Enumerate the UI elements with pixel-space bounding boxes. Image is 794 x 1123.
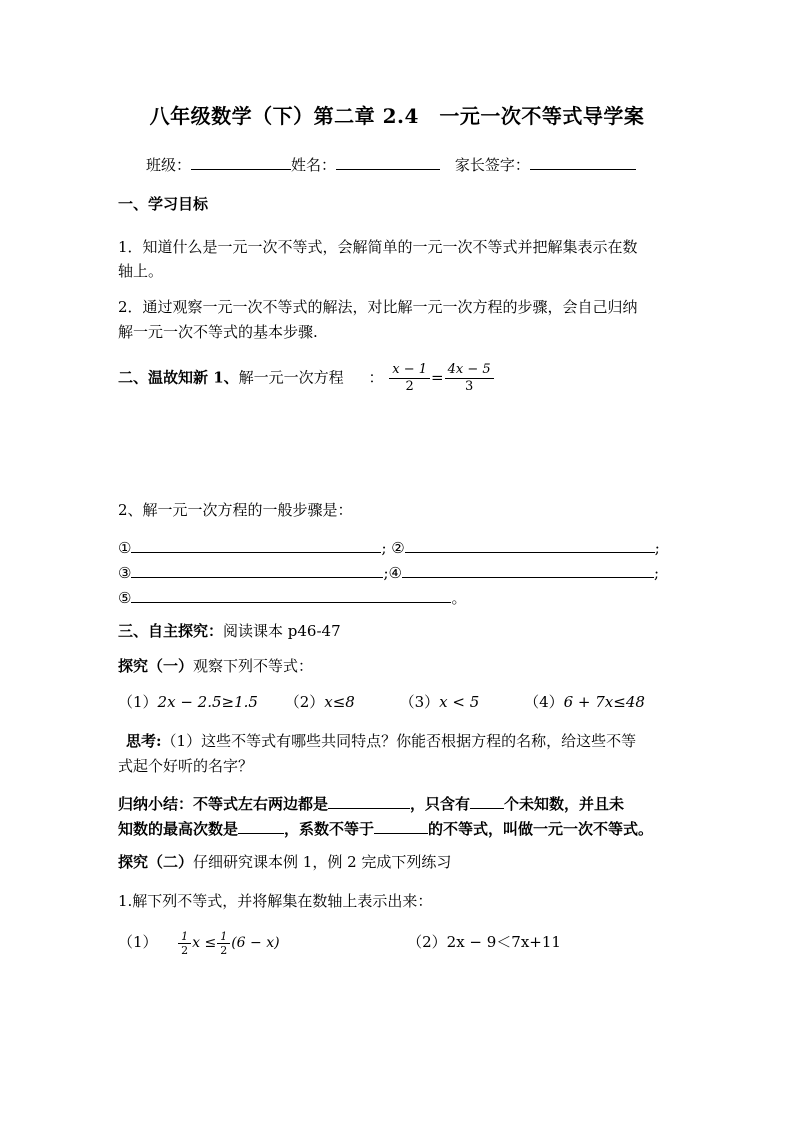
summary-blank-2[interactable] bbox=[470, 792, 504, 809]
colon: ： bbox=[368, 368, 384, 387]
fraction-denominator: 2 bbox=[220, 943, 228, 957]
exercise-1-number: （1） bbox=[118, 933, 158, 951]
summary-line-2 bbox=[118, 815, 678, 843]
step-3-marker: ③ bbox=[118, 564, 132, 582]
exercise-2-number: （2） bbox=[407, 933, 447, 951]
step-2-marker: ② bbox=[391, 539, 405, 557]
inequality-2: x≤8 bbox=[324, 693, 355, 711]
step-4-marker: ④ bbox=[388, 564, 402, 582]
think-line-1 bbox=[126, 727, 686, 755]
exercise-instructions: 1.解下列不等式，并将解集在数轴上表示出来： bbox=[118, 892, 433, 910]
think-text: （1）这些不等式有哪些共同特点？你能否根据方程的名称，给这些不等 bbox=[161, 732, 637, 750]
exercise-2: 2x − 9＜7x+11 bbox=[446, 933, 561, 951]
equals-sign: = bbox=[431, 368, 444, 387]
inequality-4-number: （4） bbox=[524, 693, 564, 711]
separator: ; bbox=[653, 564, 660, 582]
class-blank[interactable] bbox=[191, 153, 291, 170]
fraction-numerator: 1 bbox=[217, 930, 230, 944]
parent-signature-label: 家长签字： bbox=[454, 156, 530, 174]
summary-blank-3[interactable] bbox=[238, 817, 284, 834]
summary-text: 个未知数，并且未 bbox=[504, 795, 625, 813]
section-heading-explore-row bbox=[118, 617, 678, 645]
summary-blank-4[interactable] bbox=[374, 817, 428, 834]
section-heading-review: 二、温故知新 1、 bbox=[118, 368, 239, 387]
goal-1-line-1: 1．知道什么是一元一次不等式，会解简单的一元一次不等式并把解集表示在数 bbox=[118, 238, 638, 256]
step-4-blank[interactable] bbox=[402, 563, 654, 578]
separator: ; bbox=[383, 564, 389, 582]
section-heading-explore: 三、自主探究： bbox=[118, 622, 224, 640]
parent-signature-blank[interactable] bbox=[530, 153, 636, 170]
equation-right-fraction bbox=[445, 362, 494, 395]
review-task-1 bbox=[118, 362, 678, 395]
review-task-2: 2、解一元一次方程的一般步骤是： bbox=[118, 501, 353, 519]
equation-left-fraction bbox=[389, 362, 430, 395]
review-task-1-text: 解一元一次方程 bbox=[238, 368, 344, 387]
explore-2-label: 探究（二） bbox=[118, 853, 194, 871]
explore-1-row bbox=[118, 652, 678, 680]
fraction-denominator: 3 bbox=[464, 379, 474, 394]
name-label: 姓名： bbox=[291, 156, 337, 174]
goal-1-line-2: 轴上。 bbox=[118, 262, 164, 280]
think-line-2: 式起个好听的名字？ bbox=[118, 757, 254, 775]
summary-text: ，只含有 bbox=[410, 795, 471, 813]
name-blank[interactable] bbox=[336, 153, 440, 170]
think-label: 思考: bbox=[126, 732, 162, 750]
summary-text: 归纳小结：不等式左右两边都是 bbox=[118, 795, 329, 813]
inequality-4: 6 + 7x≤48 bbox=[563, 693, 645, 711]
step-1-blank[interactable] bbox=[131, 538, 381, 553]
fraction-numerator: x − 1 bbox=[389, 362, 430, 379]
step-5-marker: ⑤ bbox=[118, 589, 132, 607]
inequality-2-number: （2） bbox=[284, 693, 325, 711]
goal-2-line-2: 解一元一次不等式的基本步骤. bbox=[118, 323, 318, 341]
steps-row-3 bbox=[118, 586, 678, 610]
exercise-row bbox=[118, 928, 678, 957]
explore-1-text: 观察下列不等式： bbox=[193, 657, 314, 675]
inequalities-row bbox=[118, 688, 678, 716]
exercise-1-middle: x ≤ bbox=[192, 935, 217, 951]
summary-text: 知数的最高次数是 bbox=[118, 820, 239, 838]
inequality-3: x < 5 bbox=[439, 693, 480, 711]
explore-2-text: 仔细研究课本例 1，例 2 完成下列练习 bbox=[193, 853, 452, 871]
step-3-blank[interactable] bbox=[131, 563, 383, 578]
exercise-1-tail: (6 − x) bbox=[231, 935, 280, 951]
summary-text: 的不等式，叫做一元一次不等式。 bbox=[428, 820, 654, 838]
separator: ; bbox=[381, 539, 387, 557]
summary-text: ，系数不等于 bbox=[284, 820, 375, 838]
section-heading-goals: 一、学习目标 bbox=[118, 195, 209, 213]
inequality-3-number: （3） bbox=[399, 693, 440, 711]
fraction-denominator: 2 bbox=[181, 943, 189, 957]
inequality-1: 2x − 2.5≥1.5 bbox=[157, 693, 258, 711]
exercise-1-fraction-a bbox=[178, 930, 191, 957]
steps-row-1 bbox=[118, 536, 678, 560]
reading-assignment: 阅读课本 p46-47 bbox=[223, 622, 341, 640]
explore-1-label: 探究（一） bbox=[118, 657, 194, 675]
class-label: 班级： bbox=[146, 156, 192, 174]
goal-2-line-1: 2．通过观察一元一次不等式的解法，对比解一元一次方程的步骤，会自己归纳 bbox=[118, 298, 638, 316]
inequality-1-number: （1） bbox=[118, 693, 158, 711]
step-2-blank[interactable] bbox=[405, 538, 655, 553]
header-row bbox=[146, 151, 666, 179]
fraction-numerator: 4x − 5 bbox=[445, 362, 494, 379]
exercise-1-fraction-b bbox=[217, 930, 230, 957]
summary-line-1 bbox=[118, 790, 678, 818]
summary-blank-1[interactable] bbox=[328, 792, 410, 809]
steps-row-2 bbox=[118, 561, 678, 585]
explore-2-row bbox=[118, 848, 678, 876]
separator: ; bbox=[654, 539, 660, 557]
step-5-blank[interactable] bbox=[131, 588, 451, 603]
page-title: 八年级数学（下）第二章 2.4 一元一次不等式导学案 bbox=[149, 104, 645, 128]
period: 。 bbox=[451, 589, 467, 607]
fraction-numerator: 1 bbox=[178, 930, 191, 944]
fraction-denominator: 2 bbox=[405, 379, 414, 394]
step-1-marker: ① bbox=[118, 539, 132, 557]
